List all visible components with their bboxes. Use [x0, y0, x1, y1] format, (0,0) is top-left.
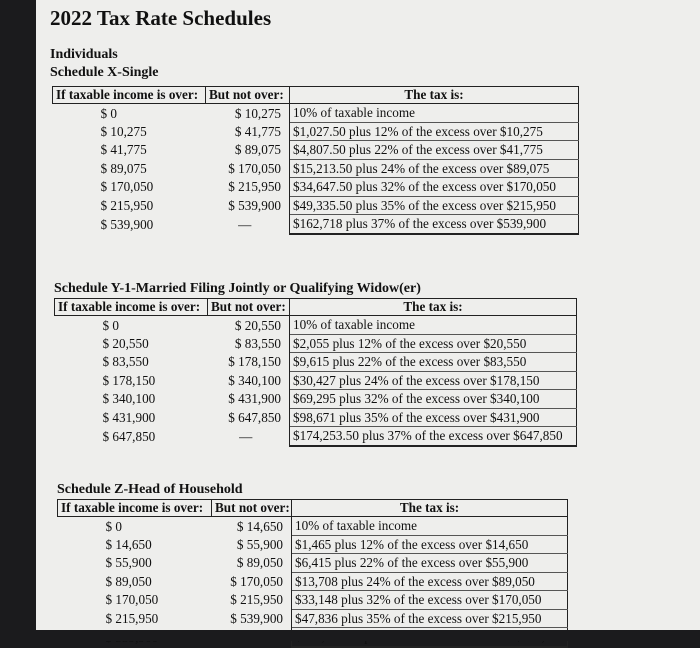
table-row: $ 10,275 $ 41,775 $1,027.50 plus 12% of the excess over $10,275: [53, 122, 579, 141]
table-row: $ 178,150 $ 340,100 $30,427 plus 24% of the excess over $178,150: [55, 371, 577, 390]
table-row: $ 89,075 $ 170,050 $15,213.50 plus 24% of the excess over $89,075: [53, 159, 579, 178]
table-row: $ 41,775 $ 89,075 $4,807.50 plus 22% of the excess over $41,775: [53, 141, 579, 160]
schedule-x-title: Schedule X-Single: [50, 65, 159, 80]
table-row: $ 20,550 $ 83,550 $2,055 plus 12% of the excess over $20,550: [55, 334, 577, 353]
schedule-z-table: [57, 499, 568, 648]
table-row: $ 83,550 $ 178,150 $9,615 plus 22% of the excess over $83,550: [55, 353, 577, 372]
schedule-y1-title: Schedule Y-1-Married Filing Jointly or Qualifying Widow(er): [54, 281, 421, 296]
header-tax: The tax is:: [290, 87, 579, 104]
section-label: Individuals: [50, 47, 118, 62]
table-row: $ 215,950 $ 539,900 $49,335.50 plus 35% of the excess over $215,950: [53, 196, 579, 215]
table-row: $ 170,050 $ 215,950 $33,148 plus 32% of the excess over $170,050: [58, 591, 568, 610]
table-row: $ 215,950 $ 539,900 $47,836 plus 35% of the excess over $215,950: [58, 609, 568, 628]
table-row: $ 14,650 $ 55,900 $1,465 plus 12% of the excess over $14,650: [58, 535, 568, 554]
table-header-row: [55, 299, 577, 316]
header-over: If taxable income is over:: [55, 299, 208, 316]
table-header-row: [58, 500, 568, 517]
schedule-z-title: Schedule Z-Head of Household: [57, 482, 243, 497]
table-row: $ 647,850 — $174,253.50 plus 37% of the excess over $647,850: [55, 427, 577, 446]
schedule-y1-table: [54, 298, 577, 447]
header-not-over: But not over:: [212, 500, 292, 517]
header-tax: The tax is:: [292, 500, 568, 517]
table-row: $ 539,900 — $162,718 plus 37% of the excess over $539,900: [53, 215, 579, 234]
schedule-x-table: [52, 86, 579, 235]
table-row: $ 0 $ 10,275 10% of taxable income: [53, 104, 579, 123]
table-row: $ 55,900 $ 89,050 $6,415 plus 22% of the excess over $55,900: [58, 554, 568, 573]
table-row: $ 0 $ 14,650 10% of taxable income: [58, 517, 568, 536]
table-row: $ 170,050 $ 215,950 $34,647.50 plus 32% of the excess over $170,050: [53, 178, 579, 197]
table-row: $ 340,100 $ 431,900 $69,295 plus 32% of the excess over $340,100: [55, 390, 577, 409]
table-header-row: [53, 87, 579, 104]
header-not-over: But not over:: [206, 87, 290, 104]
header-tax: The tax is:: [290, 299, 577, 316]
table-row: $ 89,050 $ 170,050 $13,708 plus 24% of the excess over $89,050: [58, 572, 568, 591]
table-row: $ 431,900 $ 647,850 $98,671 plus 35% of the excess over $431,900: [55, 408, 577, 427]
header-over: If taxable income is over:: [58, 500, 212, 517]
page-title: 2022 Tax Rate Schedules: [50, 6, 272, 30]
table-row: $ 0 $ 20,550 10% of taxable income: [55, 316, 577, 335]
header-not-over: But not over:: [208, 299, 290, 316]
bottom-edge: [0, 630, 700, 641]
header-over: If taxable income is over:: [53, 87, 206, 104]
